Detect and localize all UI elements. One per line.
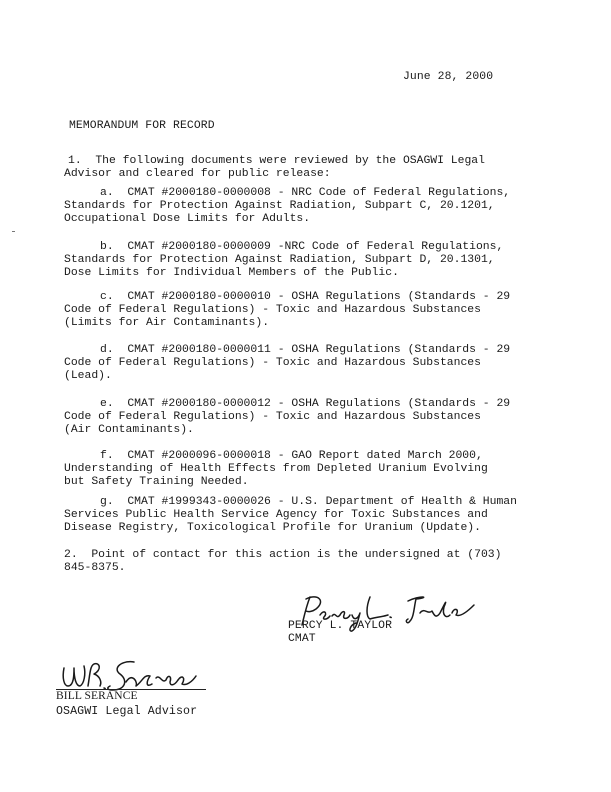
item-line: (Air Contaminants). bbox=[64, 424, 194, 436]
document-item-a bbox=[64, 187, 584, 226]
intro-paragraph bbox=[64, 155, 584, 181]
item-line: Code of Federal Regulations) - Toxic and Hazardous Substances bbox=[64, 411, 481, 423]
item-line: Standards for Protection Against Radiation, Subpart C, 20.1201, bbox=[64, 200, 495, 212]
item-line: c. CMAT #2000180-0000010 - OSHA Regulations (Standards - 29 bbox=[100, 291, 511, 303]
memo-title: MEMORANDUM FOR RECORD bbox=[69, 120, 215, 132]
stray-mark bbox=[12, 231, 15, 232]
contact-line: 2. Point of contact for this action is the undersigned at (703) bbox=[64, 549, 502, 561]
item-line: but Safety Training Needed. bbox=[64, 476, 249, 488]
document-item-g bbox=[64, 496, 584, 535]
legal-advisor-title: OSAGWI Legal Advisor bbox=[56, 705, 198, 718]
legal-advisor-name: BILL SERANCE bbox=[56, 690, 138, 702]
item-line: f. CMAT #2000096-0000018 - GAO Report dated March 2000, bbox=[100, 450, 483, 462]
item-line: d. CMAT #2000180-0000011 - OSHA Regulations (Standards - 29 bbox=[100, 344, 511, 356]
item-line: (Limits for Air Contaminants). bbox=[64, 317, 270, 329]
item-line: a. CMAT #2000180-0000008 - NRC Code of Federal Regulations, bbox=[100, 187, 511, 199]
item-line: Standards for Protection Against Radiation, Subpart D, 20.1301, bbox=[64, 254, 495, 266]
item-line: Services Public Health Service Agency for Toxic Substances and bbox=[64, 509, 488, 521]
item-line: Occupational Dose Limits for Adults. bbox=[64, 213, 311, 225]
memo-date: June 28, 2000 bbox=[403, 71, 494, 83]
contact-paragraph bbox=[64, 549, 584, 575]
item-line: Dose Limits for Individual Members of the Public. bbox=[64, 267, 399, 279]
item-line: Disease Registry, Toxicological Profile for Uranium (Update). bbox=[64, 522, 481, 534]
intro-line: Advisor and cleared for public release: bbox=[64, 168, 331, 180]
document-item-e bbox=[64, 398, 584, 437]
signatory-name: PERCY L. TAYLOR bbox=[288, 620, 393, 632]
document-item-f bbox=[64, 450, 584, 489]
item-line: Code of Federal Regulations) - Toxic and Hazardous Substances bbox=[64, 304, 481, 316]
contact-line: 845-8375. bbox=[64, 562, 126, 574]
document-item-c bbox=[64, 291, 584, 330]
intro-line: 1. The following documents were reviewed by the OSAGWI Legal bbox=[68, 155, 485, 167]
item-line: Code of Federal Regulations) - Toxic and Hazardous Substances bbox=[64, 357, 481, 369]
item-line: e. CMAT #2000180-0000012 - OSHA Regulations (Standards - 29 bbox=[100, 398, 511, 410]
signatory-title: CMAT bbox=[288, 633, 316, 645]
item-line: (Lead). bbox=[64, 370, 112, 382]
item-line: b. CMAT #2000180-0000009 -NRC Code of Federal Regulations, bbox=[100, 241, 504, 253]
item-line: Understanding of Health Effects from Depleted Uranium Evolving bbox=[64, 463, 488, 475]
item-line: g. CMAT #1999343-0000026 - U.S. Department of Health & Human bbox=[100, 496, 517, 508]
document-item-d bbox=[64, 344, 584, 383]
document-item-b bbox=[64, 241, 584, 280]
